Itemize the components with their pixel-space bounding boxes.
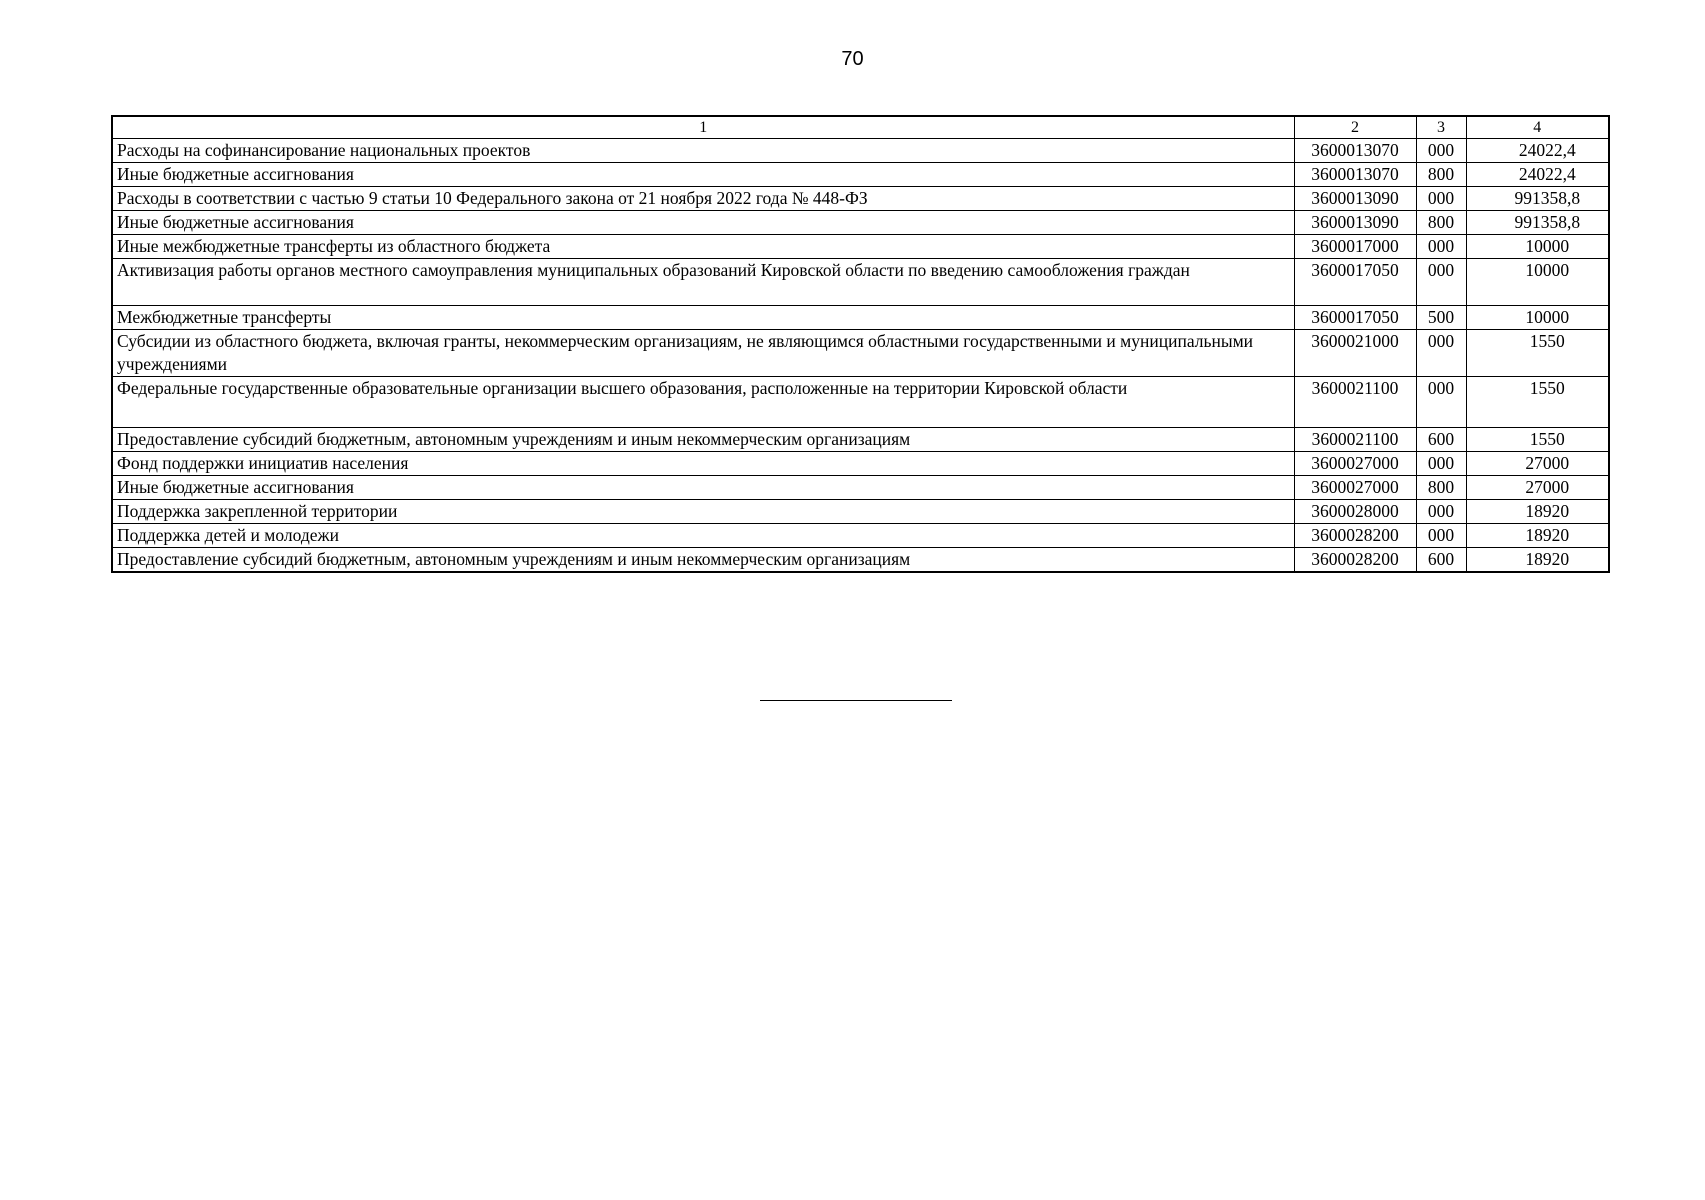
table-row — [112, 163, 1609, 187]
row-amount: 24022,4 — [1466, 163, 1609, 187]
row-type: 600 — [1416, 428, 1466, 452]
row-name: Предоставление субсидий бюджетным, автономным учреждениям и иным некоммерческим организациям — [112, 548, 1294, 573]
table-row — [112, 500, 1609, 524]
page-number: 70 — [841, 48, 864, 70]
row-amount: 10000 — [1466, 235, 1609, 259]
table-row — [112, 377, 1609, 428]
row-code: 3600021100 — [1294, 428, 1416, 452]
row-type: 800 — [1416, 163, 1466, 187]
table-row — [112, 548, 1609, 573]
row-code: 3600017050 — [1294, 259, 1416, 306]
row-amount: 1550 — [1466, 330, 1609, 377]
row-name: Поддержка закрепленной территории — [112, 500, 1294, 524]
row-amount: 18920 — [1466, 524, 1609, 548]
row-type: 000 — [1416, 187, 1466, 211]
table-row — [112, 524, 1609, 548]
table-row — [112, 476, 1609, 500]
row-amount: 991358,8 — [1466, 187, 1609, 211]
row-amount: 10000 — [1466, 259, 1609, 306]
row-name: Федеральные государственные образовательные организации высшего образования, расположенные на территории Кировской области — [112, 377, 1294, 428]
row-amount: 27000 — [1466, 476, 1609, 500]
end-of-document-rule — [760, 700, 952, 701]
column-header-amount: 4 — [1466, 116, 1609, 139]
table-row — [112, 259, 1609, 306]
row-amount: 10000 — [1466, 306, 1609, 330]
row-code: 3600013070 — [1294, 139, 1416, 163]
row-code: 3600021100 — [1294, 377, 1416, 428]
row-code: 3600028200 — [1294, 548, 1416, 573]
row-code: 3600017000 — [1294, 235, 1416, 259]
row-code: 3600013070 — [1294, 163, 1416, 187]
table-row — [112, 187, 1609, 211]
table-row — [112, 211, 1609, 235]
table-header-row — [112, 116, 1609, 139]
row-amount: 24022,4 — [1466, 139, 1609, 163]
row-amount: 991358,8 — [1466, 211, 1609, 235]
row-name: Активизация работы органов местного самоуправления муниципальных образований Кировской области по введению самообложения граждан — [112, 259, 1294, 306]
row-code: 3600027000 — [1294, 476, 1416, 500]
row-type: 000 — [1416, 524, 1466, 548]
table-row — [112, 452, 1609, 476]
row-type: 600 — [1416, 548, 1466, 573]
table-row — [112, 306, 1609, 330]
column-header-type: 3 — [1416, 116, 1466, 139]
row-name: Иные бюджетные ассигнования — [112, 163, 1294, 187]
row-code: 3600021000 — [1294, 330, 1416, 377]
row-type: 000 — [1416, 139, 1466, 163]
row-code: 3600028000 — [1294, 500, 1416, 524]
budget-table — [111, 115, 1610, 573]
row-amount: 27000 — [1466, 452, 1609, 476]
row-name: Расходы в соответствии с частью 9 статьи 10 Федерального закона от 21 ноября 2022 года № 448-ФЗ — [112, 187, 1294, 211]
row-amount: 18920 — [1466, 500, 1609, 524]
row-name: Субсидии из областного бюджета, включая гранты, некоммерческим организациям, не являющимся областными государственными и муниципальными учреждениями — [112, 330, 1294, 377]
row-code: 3600027000 — [1294, 452, 1416, 476]
row-amount: 1550 — [1466, 428, 1609, 452]
row-name: Поддержка детей и молодежи — [112, 524, 1294, 548]
row-code: 3600013090 — [1294, 211, 1416, 235]
row-type: 000 — [1416, 452, 1466, 476]
row-type: 000 — [1416, 330, 1466, 377]
table-row — [112, 330, 1609, 377]
row-name: Фонд поддержки инициатив населения — [112, 452, 1294, 476]
row-type: 500 — [1416, 306, 1466, 330]
row-name: Расходы на софинансирование национальных проектов — [112, 139, 1294, 163]
row-type: 000 — [1416, 500, 1466, 524]
row-name: Иные бюджетные ассигнования — [112, 476, 1294, 500]
row-type: 000 — [1416, 235, 1466, 259]
table-row — [112, 428, 1609, 452]
row-type: 800 — [1416, 211, 1466, 235]
row-type: 000 — [1416, 259, 1466, 306]
row-code: 3600017050 — [1294, 306, 1416, 330]
row-name: Межбюджетные трансферты — [112, 306, 1294, 330]
row-amount: 1550 — [1466, 377, 1609, 428]
row-name: Иные бюджетные ассигнования — [112, 211, 1294, 235]
row-name: Иные межбюджетные трансферты из областного бюджета — [112, 235, 1294, 259]
row-type: 800 — [1416, 476, 1466, 500]
column-header-name: 1 — [112, 116, 1294, 139]
row-name: Предоставление субсидий бюджетным, автономным учреждениям и иным некоммерческим организациям — [112, 428, 1294, 452]
table-row — [112, 139, 1609, 163]
row-code: 3600013090 — [1294, 187, 1416, 211]
column-header-code: 2 — [1294, 116, 1416, 139]
table-row — [112, 235, 1609, 259]
row-type: 000 — [1416, 377, 1466, 428]
row-code: 3600028200 — [1294, 524, 1416, 548]
row-amount: 18920 — [1466, 548, 1609, 573]
